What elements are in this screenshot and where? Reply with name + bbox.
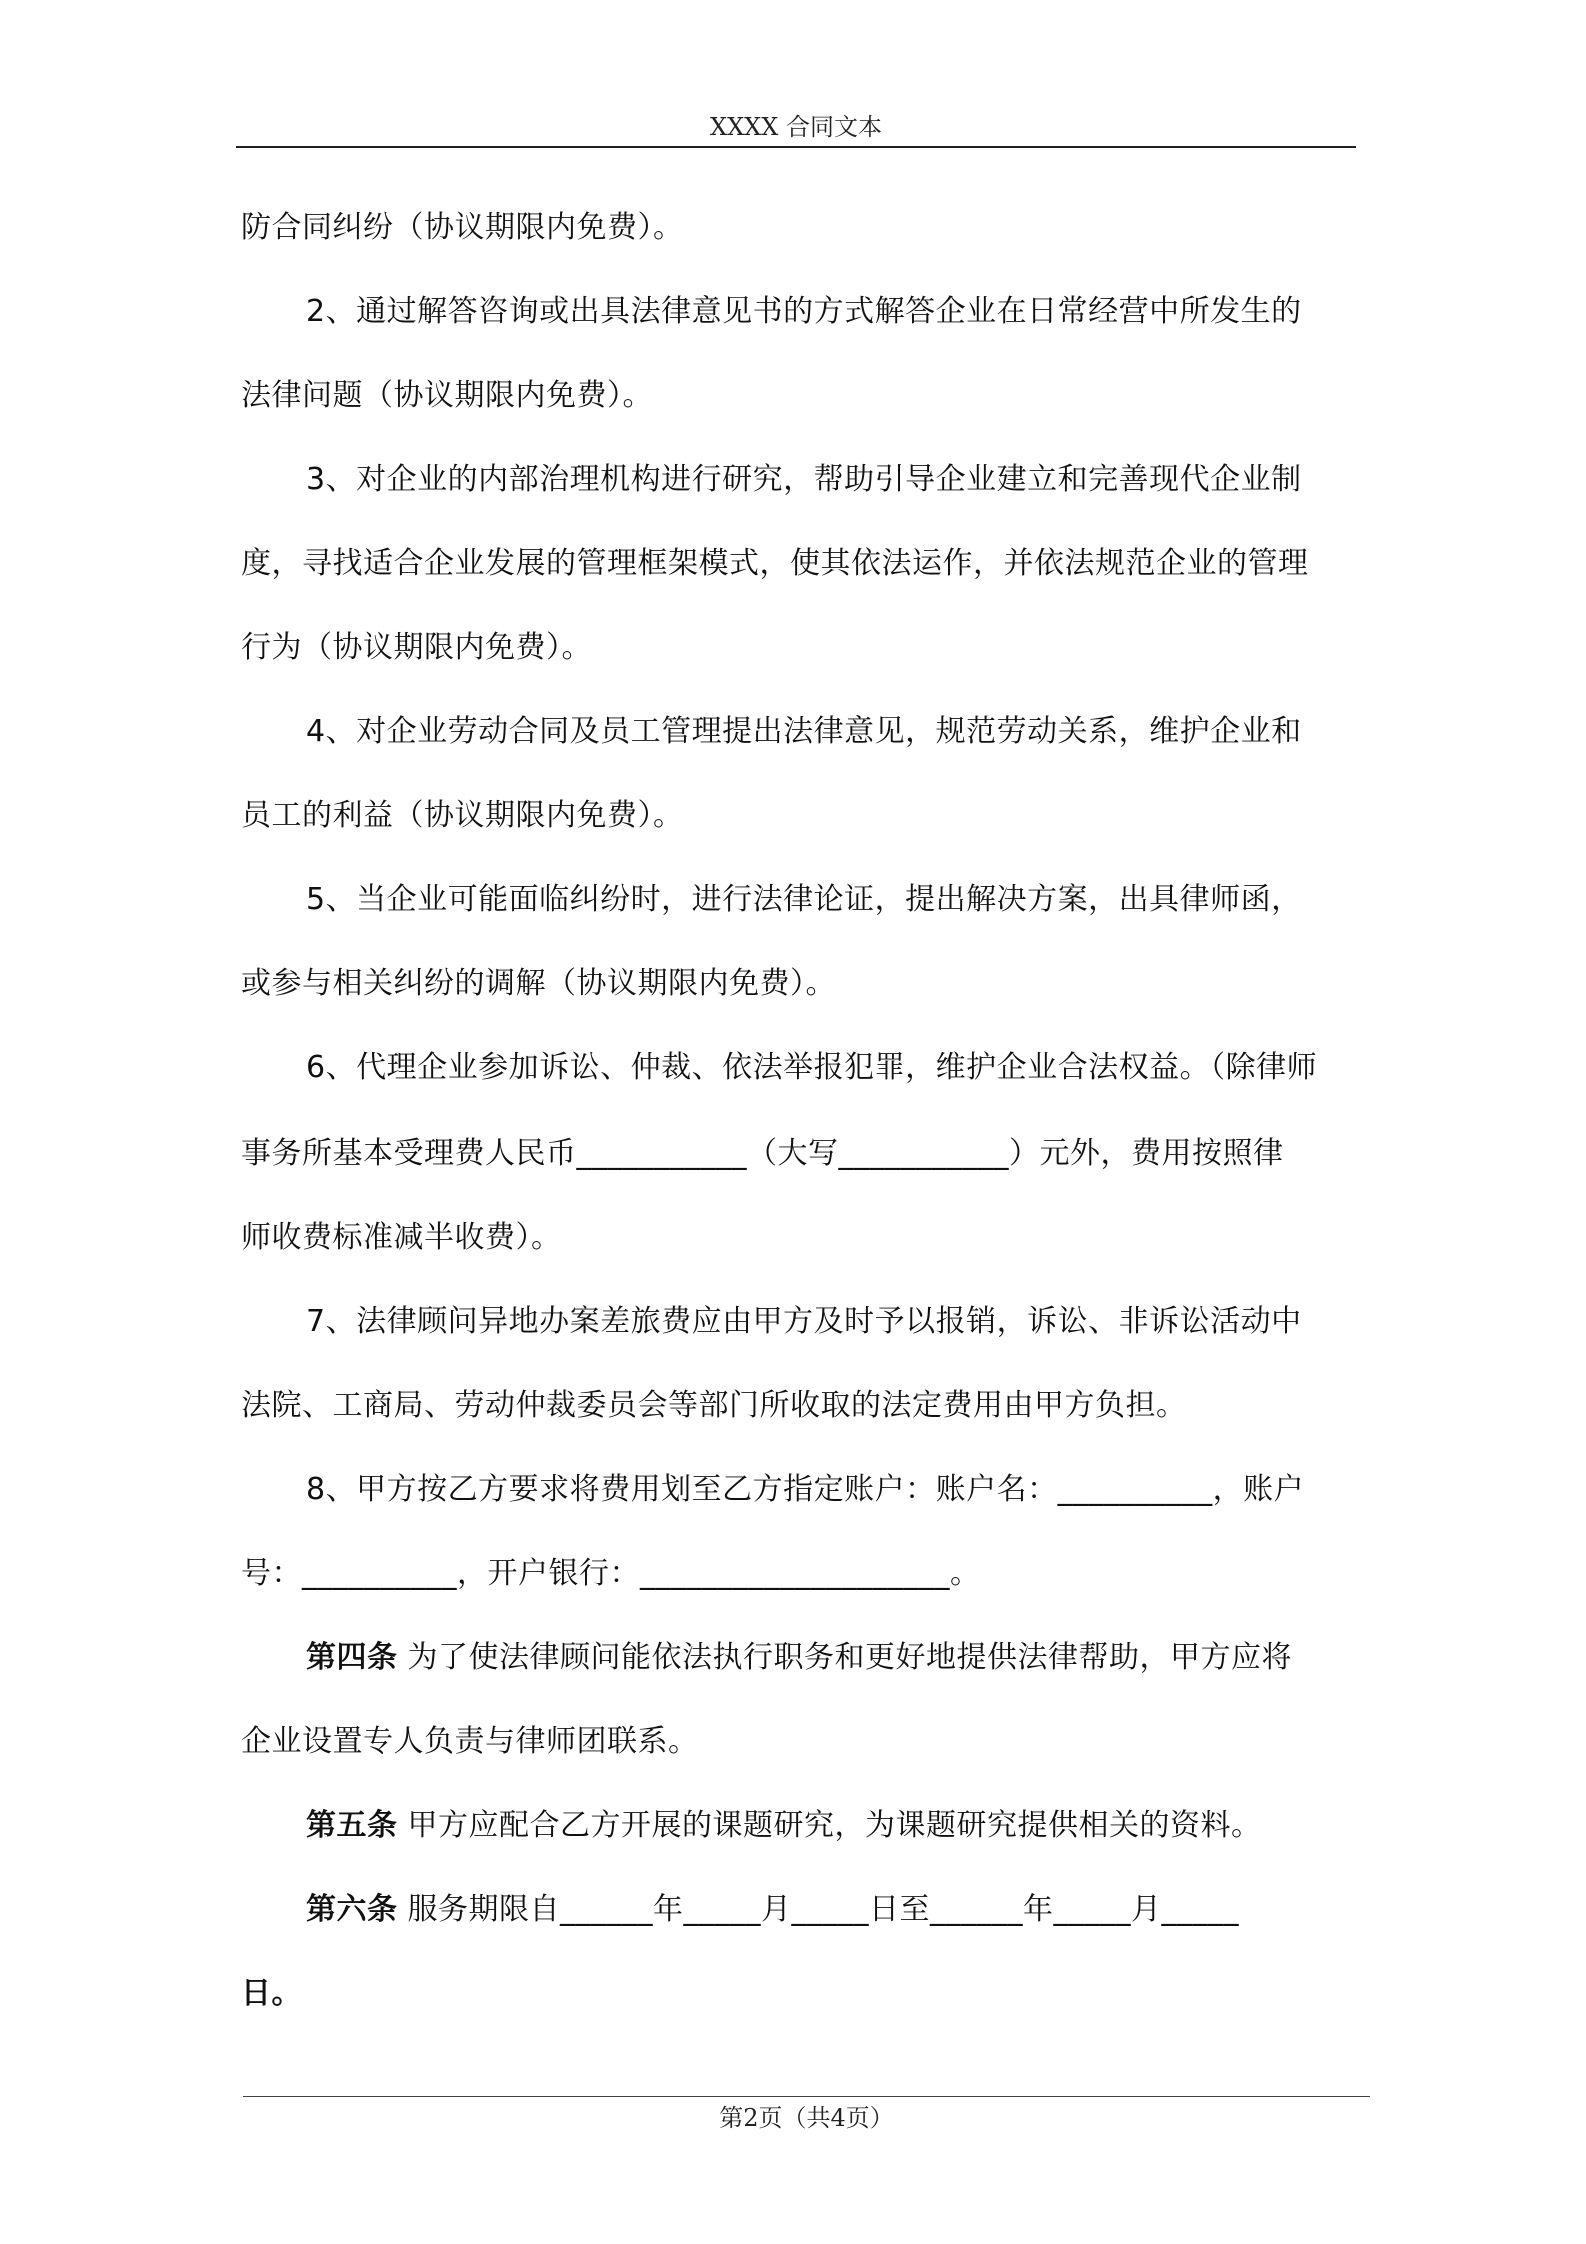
text-line: 2、通过解答咨询或出具法律意见书的方式解答企业在日常经营中所发生的 xyxy=(306,294,1302,329)
text-line: 5、当企业可能面临纠纷时，进行法律论证，提出解决方案，出具律师函， xyxy=(306,882,1302,917)
text-line: 3、对企业的内部治理机构进行研究，帮助引导企业建立和完善现代企业制 xyxy=(306,462,1302,497)
page-header-title: XXXX 合同文本 xyxy=(710,113,882,141)
article-5-label: 第五条 xyxy=(306,1808,398,1843)
text-line: 4、对企业劳动合同及员工管理提出法律意见，规范劳动关系，维护企业和 xyxy=(306,714,1302,749)
page-number: 第2页（共4页） xyxy=(719,2104,894,2132)
article-4 xyxy=(306,1638,1292,1678)
article-5-text: 甲方应配合乙方开展的课题研究，为课题研究提供相关的资料。 xyxy=(397,1808,1262,1843)
article-5 xyxy=(306,1806,1262,1846)
text-line: 事务所基本受理费人民币___________（大写___________）元外，费用按照律 xyxy=(241,1136,1284,1171)
text-line: 法院、工商局、劳动仲裁委员会等部门所收取的法定费用由甲方负担。 xyxy=(241,1388,1187,1423)
text-line: 防合同纠纷（协议期限内免费）。 xyxy=(241,210,684,245)
text-line: 或参与相关纠纷的调解（协议期限内免费）。 xyxy=(241,966,836,1001)
text-line: 号：__________，开户银行：____________________。 xyxy=(241,1556,981,1591)
text-line: 企业设置专人负责与律师团联系。 xyxy=(241,1724,699,1759)
text-line: 7、法律顾问异地办案差旅费应由甲方及时予以报销，诉讼、非诉讼活动中 xyxy=(306,1304,1302,1339)
footer-divider xyxy=(243,2096,1370,2097)
text-line: 6、代理企业参加诉讼、仲裁、依法举报犯罪，维护企业合法权益。（除律师 xyxy=(306,1050,1318,1085)
text-line: 行为（协议期限内免费）。 xyxy=(241,630,592,665)
header-divider xyxy=(236,146,1356,148)
text-line: 师收费标准减半收费）。 xyxy=(241,1220,562,1255)
text-line: 度，寻找适合企业发展的管理框架模式，使其依法运作，并依法规范企业的管理 xyxy=(241,546,1309,581)
article-6-label: 第六条 xyxy=(306,1892,398,1927)
article-6-text: 服务期限自______年_____月_____日至______年_____月_____ xyxy=(397,1892,1240,1927)
text-line: 日。 xyxy=(241,1976,302,2011)
article-6 xyxy=(306,1890,1239,1930)
text-line: 8、甲方按乙方要求将费用划至乙方指定账户：账户名：__________，账户 xyxy=(306,1472,1305,1507)
text-line: 法律问题（协议期限内免费）。 xyxy=(241,378,653,413)
article-4-label: 第四条 xyxy=(306,1640,398,1675)
text-line: 员工的利益（协议期限内免费）。 xyxy=(241,798,684,833)
article-4-text: 为了使法律顾问能依法执行职务和更好地提供法律帮助，甲方应将 xyxy=(397,1640,1293,1675)
